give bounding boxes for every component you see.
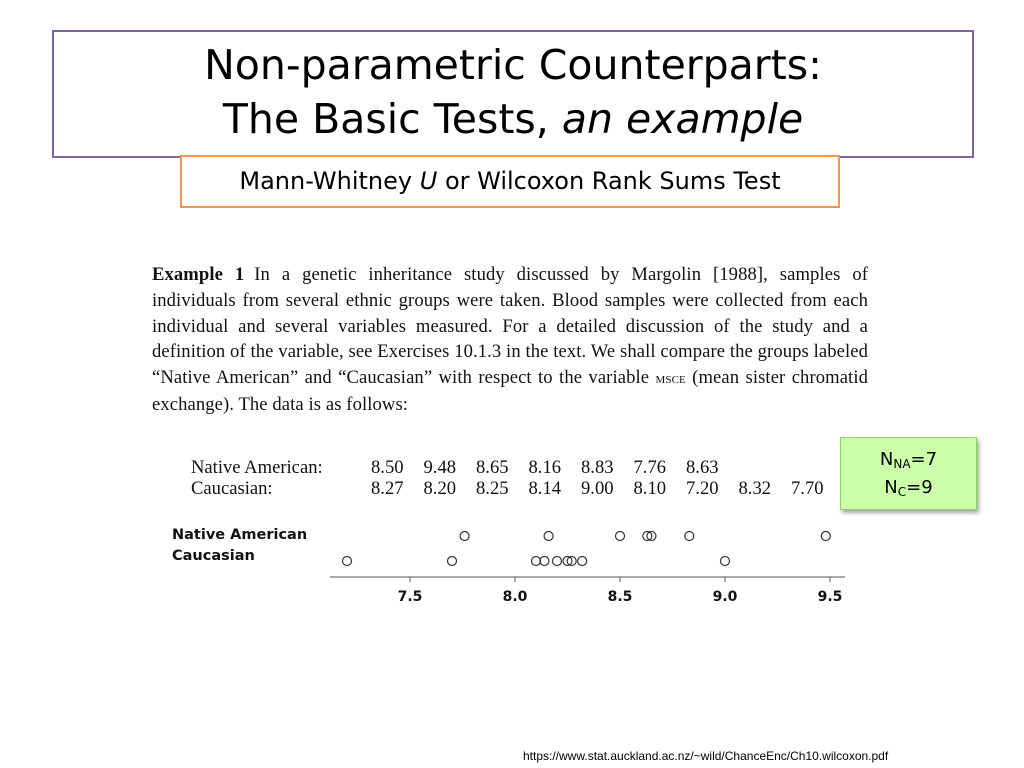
row-label: Native American: (191, 457, 323, 478)
n-value: =7 (910, 449, 938, 470)
title-italic-text: an example (561, 95, 804, 143)
data-value: 8.65 (476, 457, 509, 478)
x-tick-label: 7.5 (397, 589, 423, 605)
example-text-2: (mean sister chromatid exchange). The data is as follows: (152, 367, 868, 415)
data-point (643, 532, 652, 541)
data-value: 7.20 (686, 478, 719, 499)
n-subscript: C (897, 485, 907, 499)
data-point (532, 557, 541, 566)
data-value: 7.76 (633, 457, 667, 478)
data-point (544, 532, 553, 541)
data-point (343, 557, 352, 566)
data-point (553, 557, 562, 566)
slide-title-line-1: Non-parametric Counterparts: (204, 41, 822, 89)
example-paragraph (152, 262, 868, 418)
slide-title-line-2 (54, 92, 972, 146)
data-point (578, 557, 587, 566)
data-row-native-american (191, 457, 844, 478)
data-point (721, 557, 730, 566)
example-text-1: In a genetic inheritance study discussed by Margolin [1988], samples of individuals from several ethnic groups were taken. Blood samples were collected from each individual and several variables measured. For a detailed discussion of the study and a definition of the variable, see Exercises 10.1.3 in the text. We shall compare the groups labeled “Native American” and “Caucasian” with respect to the variable (152, 264, 869, 389)
data-point (448, 557, 457, 566)
title-box (52, 30, 974, 158)
sample-size-callout (840, 437, 977, 510)
data-point (540, 557, 549, 566)
data-point (821, 532, 830, 541)
subtitle-italic-u: U (419, 167, 438, 195)
data-value: 7.70 (791, 478, 824, 499)
data-row-caucasian (191, 478, 844, 499)
example-heading: Example 1 (152, 264, 245, 285)
subtitle-before: Mann-Whitney (239, 167, 420, 195)
data-value: 8.25 (476, 478, 509, 499)
n-subscript: NA (893, 457, 911, 471)
data-table (191, 457, 844, 499)
data-value: 8.27 (371, 478, 404, 499)
title-plain-text: The Basic Tests, (222, 95, 562, 143)
data-value: 8.14 (528, 478, 562, 499)
x-tick-label: 9.5 (817, 589, 843, 605)
data-point (460, 532, 469, 541)
n-caucasian (841, 476, 976, 504)
dotplot-label-native-american: Native American (172, 527, 308, 543)
data-value: 8.20 (423, 478, 457, 499)
data-value: 8.32 (738, 478, 772, 499)
data-value-empty (739, 457, 792, 478)
example-variable: msce (655, 370, 686, 388)
data-value: 8.63 (686, 457, 719, 478)
x-tick-label: 9.0 (712, 589, 738, 605)
data-value: 8.50 (371, 457, 404, 478)
x-tick-label: 8.5 (607, 589, 633, 605)
n-prefix: N (879, 449, 894, 470)
row-label: Caucasian: (191, 478, 273, 499)
data-value: 9.00 (581, 478, 614, 499)
data-value: 8.83 (581, 457, 614, 478)
n-native-american (841, 448, 976, 476)
data-point (616, 532, 625, 541)
n-prefix: N (884, 477, 898, 498)
data-point (685, 532, 694, 541)
data-value: 9.48 (423, 457, 457, 478)
x-tick-label: 8.0 (502, 589, 528, 605)
subtitle-after: or Wilcoxon Rank Sums Test (437, 167, 781, 195)
n-value: =9 (906, 477, 933, 498)
data-value-empty (791, 457, 844, 478)
data-point (647, 532, 656, 541)
data-point (563, 557, 572, 566)
data-point (567, 557, 576, 566)
data-value: 8.16 (528, 457, 562, 478)
subtitle-box (180, 155, 840, 208)
data-value: 8.10 (633, 478, 667, 499)
dotplot-label-caucasian: Caucasian (172, 548, 255, 564)
source-citation: https://www.stat.auckland.ac.nz/~wild/ChanceEnc/Ch10.wilcoxon.pdf (523, 749, 889, 763)
